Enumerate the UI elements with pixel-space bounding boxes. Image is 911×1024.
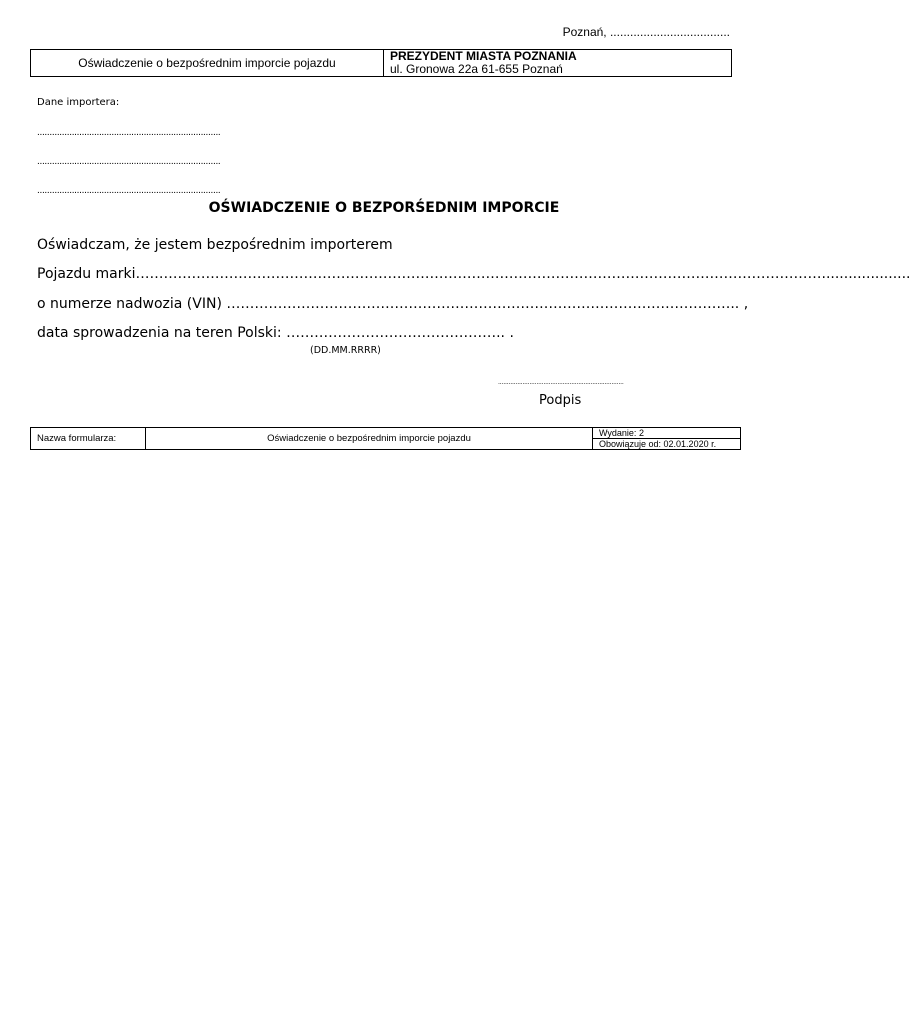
footer-meta: [593, 428, 740, 449]
signature-label: Podpis: [539, 393, 582, 408]
authority-cell: [384, 50, 577, 76]
footer-valid-from: Obowiązuje od: 02.01.2020 r.: [599, 439, 717, 449]
footer-edition: Wydanie: 2: [593, 428, 740, 439]
importer-line-1: ..........................................................................: [37, 127, 221, 138]
importer-line-3: ..........................................................................: [37, 185, 221, 196]
vehicle-make-line: Pojazdu marki…………………………………………………………………………………………………………………………………....................: [37, 266, 911, 282]
date-format-hint: (DD.MM.RRRR): [310, 345, 381, 356]
statement-line-1: Oświadczam, że jestem bezpośrednim importerem: [37, 237, 393, 253]
authority-address: ul. Gronowa 22a 61-655 Poznań: [390, 62, 563, 76]
footer-table: [30, 427, 741, 450]
footer-label: Nazwa formularza:: [31, 428, 146, 449]
importer-line-2: ..........................................................................: [37, 156, 221, 167]
place-date-field: Poznań, ....................................: [562, 25, 730, 39]
signature-line: ........................................................................: [498, 379, 624, 386]
header-box: [30, 49, 732, 77]
import-date-line: data sprowadzenia na teren Polski: ……………………………………….. .: [37, 325, 514, 341]
vin-line: o numerze nadwozia (VIN) ……………………………………………………………………………………………….. ,: [37, 296, 749, 312]
authority-name: PREZYDENT MIASTA POZNANIA: [390, 49, 577, 63]
form-title-cell: Oświadczenie o bezpośrednim imporcie pojazdu: [31, 50, 384, 76]
footer-form-name: Oświadczenie o bezpośrednim imporcie pojazdu: [146, 428, 593, 449]
document-title: OŚWIADCZENIE O BEZPORŚEDNIM IMPORCIE: [208, 200, 560, 216]
importer-label: Dane importera:: [37, 97, 120, 108]
